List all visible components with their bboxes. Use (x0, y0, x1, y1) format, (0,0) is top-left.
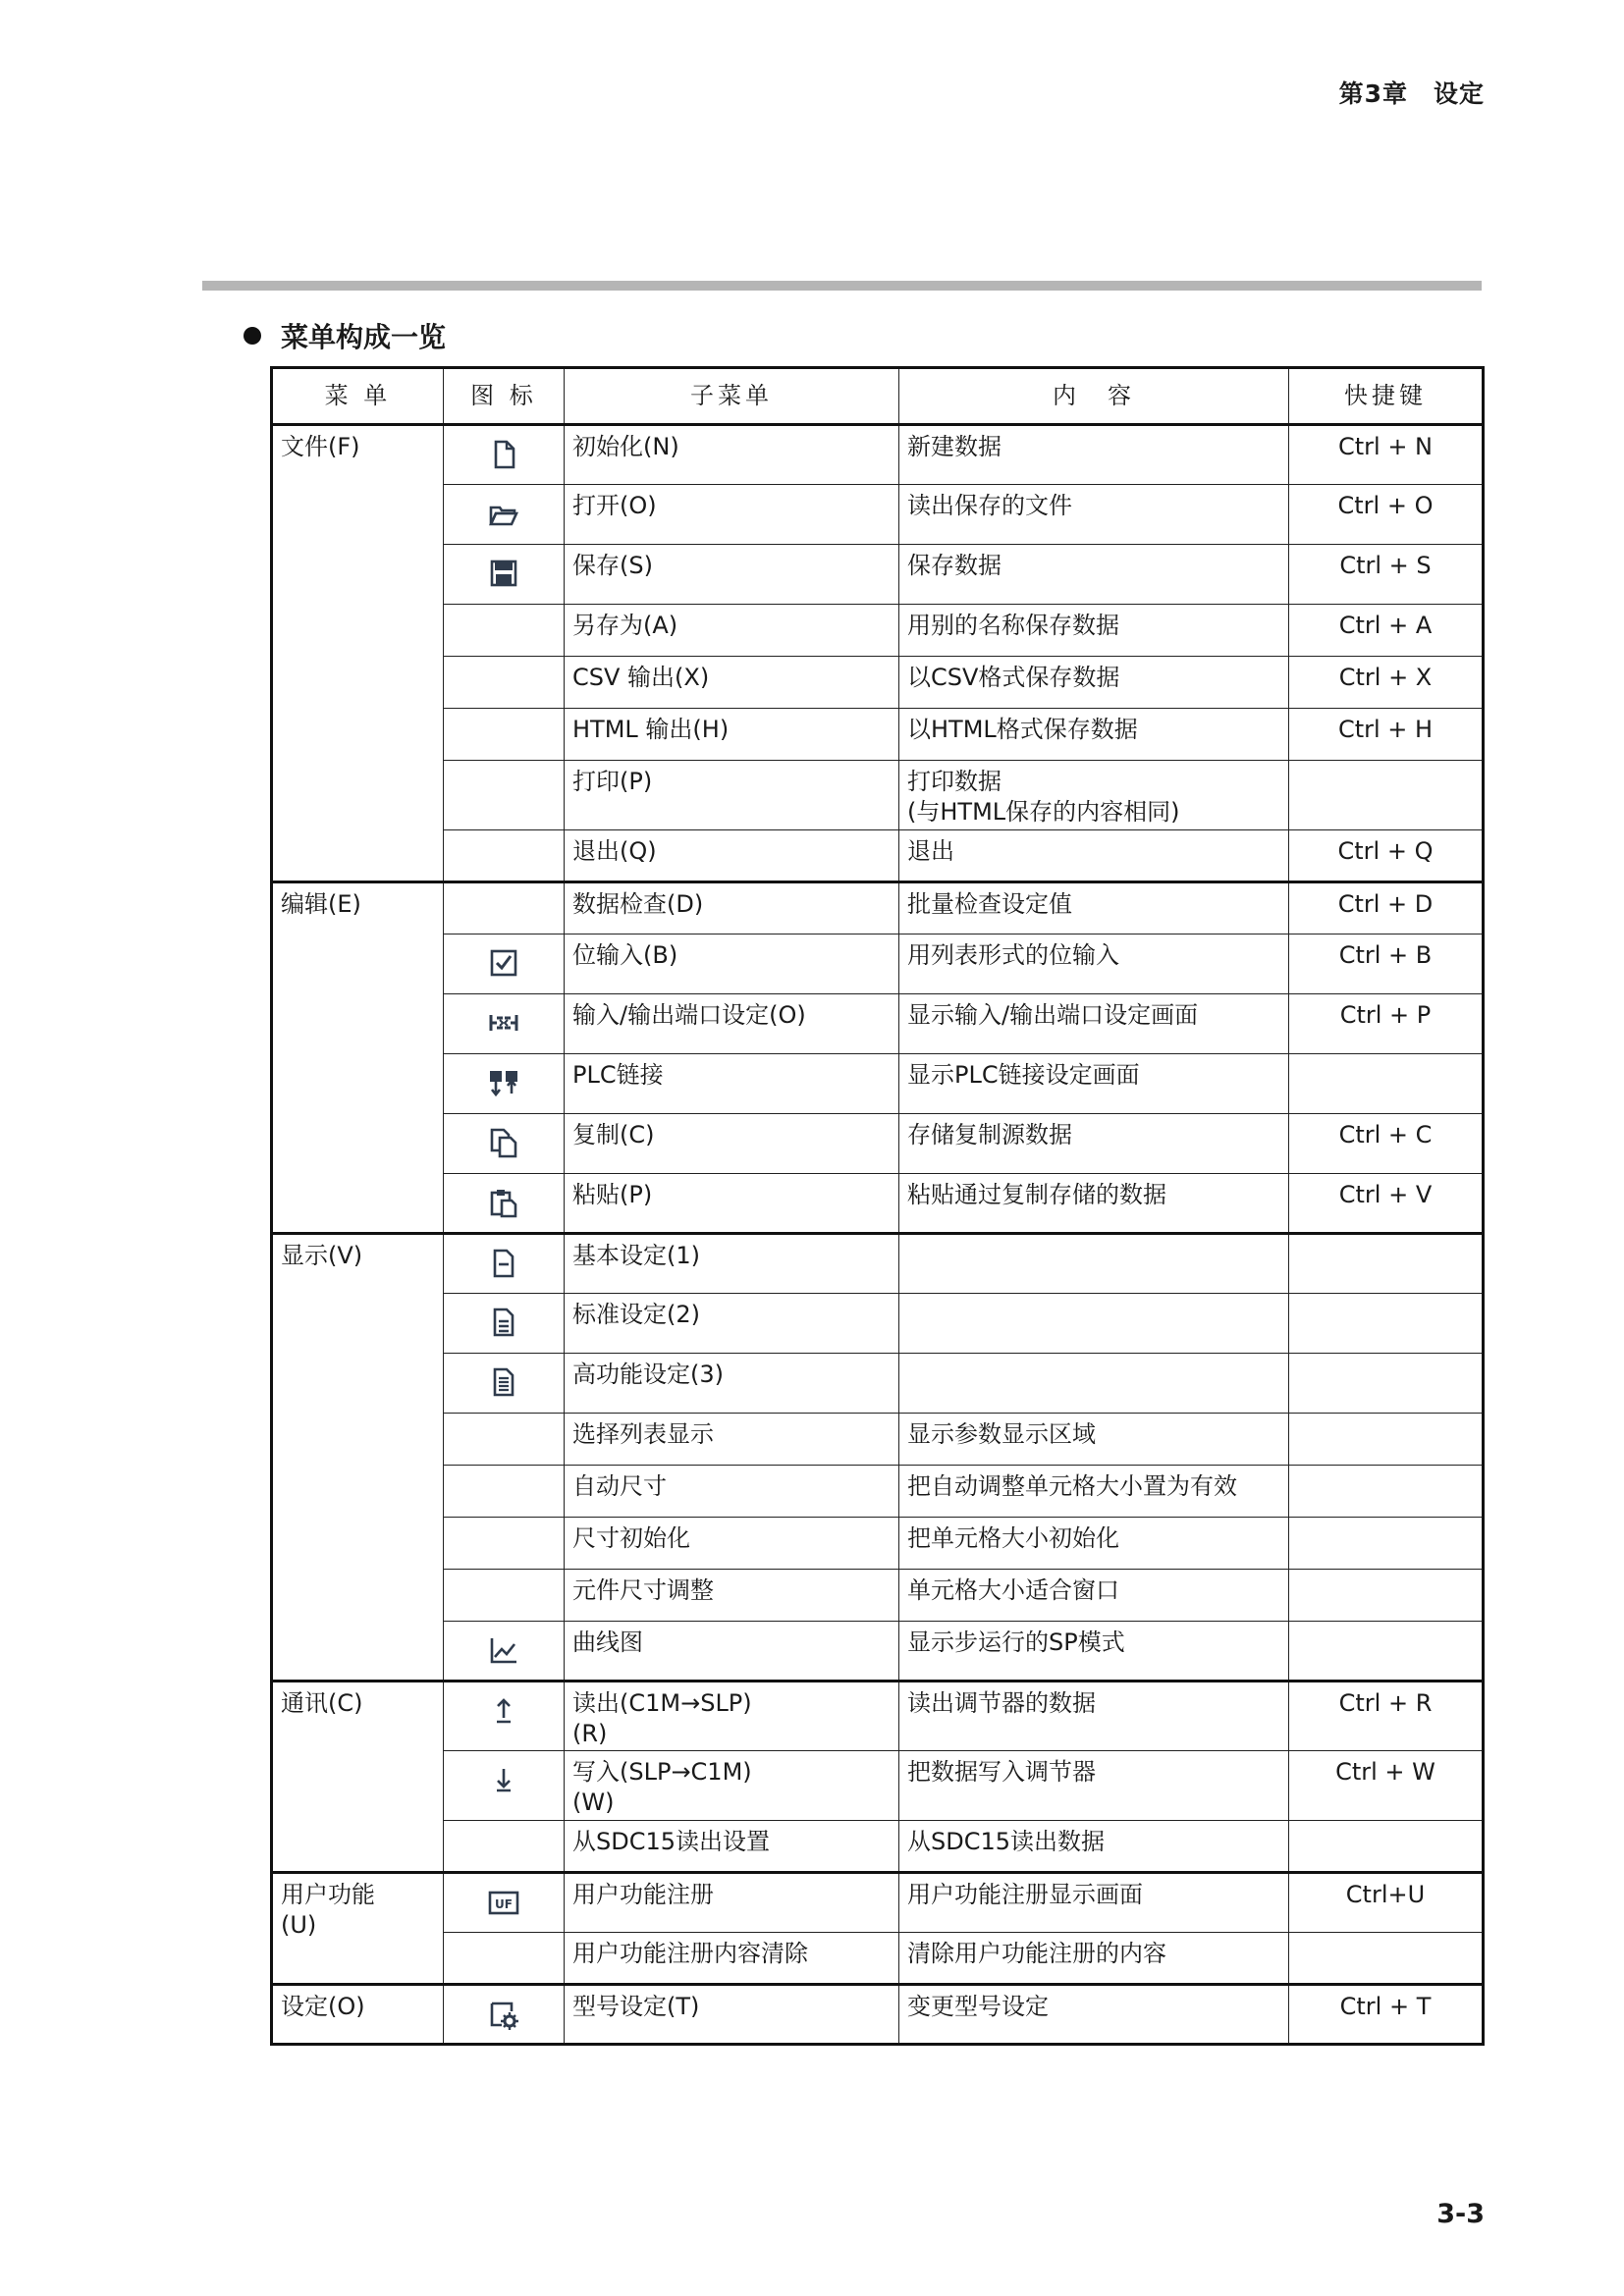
menu-label-line2: (U) (281, 1911, 317, 1939)
content-cell (899, 1174, 1289, 1234)
icon-cell (444, 1174, 565, 1234)
content-text: 打印数据 (907, 768, 1001, 795)
section-heading (244, 316, 446, 355)
content-text: 把数据写入调节器 (907, 1758, 1096, 1786)
checkbox-icon (487, 946, 520, 980)
icon-cell (444, 1985, 565, 2045)
content-text: 批量检查设定值 (907, 890, 1072, 918)
submenu-label: 用户功能注册内容清除 (572, 1940, 808, 1967)
menu-label: 显示(V) (281, 1242, 363, 1269)
shortcut-cell: Ctrl+U (1289, 1873, 1484, 1933)
content-cell (899, 1873, 1289, 1933)
shortcut-cell (1289, 1294, 1484, 1354)
menu-label: 用户功能 (281, 1881, 375, 1908)
submenu-label: 标准设定(2) (572, 1301, 700, 1328)
submenu-label: 退出(Q) (572, 837, 657, 865)
submenu-label-line2: (W) (572, 1789, 615, 1816)
submenu-cell (565, 1985, 899, 2045)
table-row (272, 1873, 1484, 1933)
content-text: 清除用户功能注册的内容 (907, 1940, 1166, 1967)
shortcut-cell (1289, 1414, 1484, 1466)
menu-cell (272, 1985, 444, 2045)
table-row (272, 1682, 1484, 1751)
doc-basic-icon (487, 1247, 520, 1280)
submenu-cell (565, 1933, 899, 1985)
content-text: 变更型号设定 (907, 1993, 1049, 2020)
table-row (272, 1054, 1484, 1114)
table-row (272, 1518, 1484, 1570)
user-function-icon (487, 1886, 520, 1919)
icon-cell (444, 657, 565, 709)
submenu-cell (565, 1174, 899, 1234)
shortcut-cell: Ctrl + A (1289, 605, 1484, 657)
content-cell (899, 425, 1289, 485)
content-cell (899, 657, 1289, 709)
submenu-cell (565, 934, 899, 994)
content-text: 以HTML格式保存数据 (907, 716, 1138, 743)
content-cell (899, 882, 1289, 934)
table-row (272, 1354, 1484, 1414)
submenu-label: 输入/输出端口设定(O) (572, 1001, 806, 1029)
icon-cell (444, 1873, 565, 1933)
submenu-cell (565, 1873, 899, 1933)
content-cell (899, 1821, 1289, 1873)
icon-cell (444, 1821, 565, 1873)
svg-text:UF: UF (495, 1897, 513, 1911)
open-folder-icon (487, 497, 520, 530)
submenu-label: 自动尺寸 (572, 1472, 667, 1500)
submenu-label: CSV 输出(X) (572, 664, 710, 691)
icon-cell (444, 1466, 565, 1518)
shortcut-cell (1289, 1054, 1484, 1114)
submenu-label: 从SDC15读出设置 (572, 1828, 771, 1855)
table-row (272, 1985, 1484, 2045)
submenu-cell (565, 830, 899, 882)
content-text: 粘贴通过复制存储的数据 (907, 1181, 1166, 1208)
content-cell (899, 1682, 1289, 1751)
content-cell (899, 1294, 1289, 1354)
menu-cell (272, 1234, 444, 1682)
content-cell (899, 1622, 1289, 1682)
shortcut-cell: Ctrl + W (1289, 1751, 1484, 1821)
icon-cell (444, 1354, 565, 1414)
content-text: 单元格大小适合窗口 (907, 1576, 1119, 1604)
table-row (272, 1174, 1484, 1234)
submenu-cell (565, 1294, 899, 1354)
shortcut-cell (1289, 1466, 1484, 1518)
submenu-cell (565, 1114, 899, 1174)
content-text: 把自动调整单元格大小置为有效 (907, 1472, 1237, 1500)
table-row (272, 605, 1484, 657)
chapter-header: 第3章 设定 (1338, 80, 1485, 108)
shortcut-cell: Ctrl + B (1289, 934, 1484, 994)
icon-cell (444, 545, 565, 605)
shortcut-cell (1289, 1622, 1484, 1682)
submenu-label: 用户功能注册 (572, 1881, 714, 1908)
icon-cell (444, 882, 565, 934)
shortcut-cell (1289, 1354, 1484, 1414)
submenu-label-line2: (R) (572, 1720, 608, 1747)
table-row (272, 1751, 1484, 1821)
icon-cell (444, 709, 565, 761)
content-text: 显示PLC链接设定画面 (907, 1061, 1140, 1089)
menu-cell (272, 1682, 444, 1873)
table-row (272, 1466, 1484, 1518)
table-row (272, 1114, 1484, 1174)
shortcut-cell (1289, 1234, 1484, 1294)
content-text: 用别的名称保存数据 (907, 612, 1119, 639)
icon-cell (444, 1933, 565, 1985)
submenu-cell (565, 1054, 899, 1114)
content-cell (899, 1354, 1289, 1414)
shortcut-cell: Ctrl + C (1289, 1114, 1484, 1174)
submenu-cell (565, 709, 899, 761)
shortcut-cell: Ctrl + D (1289, 882, 1484, 934)
header-content: 内 容 (899, 368, 1289, 425)
submenu-cell (565, 1414, 899, 1466)
submenu-label: 数据检查(D) (572, 890, 704, 918)
content-text: 显示参数显示区域 (907, 1420, 1096, 1448)
icon-cell (444, 994, 565, 1054)
submenu-label: HTML 输出(H) (572, 716, 730, 743)
submenu-cell (565, 1234, 899, 1294)
shortcut-cell: Ctrl + N (1289, 425, 1484, 485)
submenu-label: 初始化(N) (572, 433, 679, 460)
table-row (272, 994, 1484, 1054)
shortcut-cell: Ctrl + Q (1289, 830, 1484, 882)
content-cell (899, 1933, 1289, 1985)
content-cell (899, 1985, 1289, 2045)
icon-cell (444, 934, 565, 994)
content-cell (899, 1570, 1289, 1622)
content-cell (899, 485, 1289, 545)
section-title: 菜单构成一览 (281, 321, 447, 353)
page-number: 3-3 (1436, 2199, 1485, 2229)
paste-icon (487, 1186, 520, 1219)
content-text: 存储复制源数据 (907, 1121, 1072, 1148)
shortcut-cell (1289, 1570, 1484, 1622)
copy-icon (487, 1126, 520, 1159)
shortcut-cell (1289, 1933, 1484, 1985)
submenu-label: 打开(O) (572, 492, 657, 519)
submenu-cell (565, 1354, 899, 1414)
submenu-label: 尺寸初始化 (572, 1524, 690, 1552)
shortcut-cell: Ctrl + R (1289, 1682, 1484, 1751)
menu-cell (272, 425, 444, 882)
icon-cell (444, 761, 565, 830)
menu-label: 设定(O) (281, 1993, 365, 2020)
header-submenu: 子菜单 (565, 368, 899, 425)
icon-cell (444, 1682, 565, 1751)
submenu-label: PLC链接 (572, 1061, 664, 1089)
doc-standard-icon (487, 1306, 520, 1339)
icon-cell (444, 1622, 565, 1682)
header-icon: 图 标 (444, 368, 565, 425)
content-cell (899, 994, 1289, 1054)
io-port-icon (487, 1006, 520, 1040)
submenu-cell (565, 882, 899, 934)
content-text: 用户功能注册显示画面 (907, 1881, 1143, 1908)
submenu-cell (565, 605, 899, 657)
table-row (272, 761, 1484, 830)
content-cell (899, 761, 1289, 830)
table-row (272, 1414, 1484, 1466)
submenu-label: 型号设定(T) (572, 1993, 700, 2020)
content-text: 用列表形式的位输入 (907, 941, 1119, 969)
content-cell (899, 1414, 1289, 1466)
submenu-label: 复制(C) (572, 1121, 655, 1148)
shortcut-cell (1289, 1518, 1484, 1570)
icon-cell (444, 1518, 565, 1570)
shortcut-cell: Ctrl + O (1289, 485, 1484, 545)
menu-label: 通讯(C) (281, 1689, 363, 1717)
submenu-label: 粘贴(P) (572, 1181, 653, 1208)
table-row (272, 1570, 1484, 1622)
save-disk-icon (487, 557, 520, 590)
icon-cell (444, 1114, 565, 1174)
content-text: 保存数据 (907, 552, 1001, 579)
content-cell (899, 1466, 1289, 1518)
content-text: 显示输入/输出端口设定画面 (907, 1001, 1199, 1029)
submenu-cell (565, 1466, 899, 1518)
icon-cell (444, 485, 565, 545)
table-header-row (272, 368, 1484, 425)
submenu-label: 位输入(B) (572, 941, 678, 969)
doc-advanced-icon (487, 1365, 520, 1399)
submenu-cell (565, 1751, 899, 1821)
table-row (272, 1622, 1484, 1682)
table-row (272, 934, 1484, 994)
icon-cell (444, 1294, 565, 1354)
submenu-label: 保存(S) (572, 552, 653, 579)
model-settings-icon (487, 1998, 520, 2031)
content-cell (899, 1054, 1289, 1114)
submenu-cell (565, 1682, 899, 1751)
section-rule (202, 281, 1482, 291)
submenu-cell (565, 545, 899, 605)
header-menu: 菜 单 (272, 368, 444, 425)
table-row (272, 657, 1484, 709)
content-text: 把单元格大小初始化 (907, 1524, 1119, 1552)
plc-link-icon (487, 1066, 520, 1099)
table-row (272, 1821, 1484, 1873)
line-chart-icon (487, 1633, 520, 1667)
shortcut-cell: Ctrl + P (1289, 994, 1484, 1054)
submenu-cell (565, 994, 899, 1054)
icon-cell (444, 830, 565, 882)
shortcut-cell (1289, 1821, 1484, 1873)
icon-cell (444, 1570, 565, 1622)
submenu-label: 基本设定(1) (572, 1242, 700, 1269)
content-text: 以CSV格式保存数据 (907, 664, 1120, 691)
content-cell (899, 1114, 1289, 1174)
content-cell (899, 1751, 1289, 1821)
shortcut-cell (1289, 761, 1484, 830)
submenu-cell (565, 1518, 899, 1570)
submenu-cell (565, 425, 899, 485)
submenu-cell (565, 761, 899, 830)
table-row (272, 709, 1484, 761)
table-row (272, 1294, 1484, 1354)
arrow-down-icon (487, 1763, 520, 1796)
submenu-label: 另存为(A) (572, 612, 678, 639)
submenu-label: 读出(C1M→SLP) (572, 1689, 752, 1717)
icon-cell (444, 1054, 565, 1114)
table-row (272, 1933, 1484, 1985)
submenu-cell (565, 657, 899, 709)
content-cell (899, 1518, 1289, 1570)
content-cell (899, 934, 1289, 994)
shortcut-cell: Ctrl + S (1289, 545, 1484, 605)
menu-label: 文件(F) (281, 433, 360, 460)
content-text-line2: (与HTML保存的内容相同) (907, 798, 1180, 826)
submenu-cell (565, 1622, 899, 1682)
submenu-label: 打印(P) (572, 768, 653, 795)
content-cell (899, 1234, 1289, 1294)
content-text: 新建数据 (907, 433, 1001, 460)
shortcut-cell: Ctrl + V (1289, 1174, 1484, 1234)
table-row (272, 485, 1484, 545)
content-text: 从SDC15读出数据 (907, 1828, 1106, 1855)
submenu-label: 写入(SLP→C1M) (572, 1758, 752, 1786)
table-row (272, 545, 1484, 605)
submenu-cell (565, 485, 899, 545)
icon-cell (444, 425, 565, 485)
icon-cell (444, 1414, 565, 1466)
menu-cell (272, 1873, 444, 1985)
submenu-label: 元件尺寸调整 (572, 1576, 714, 1604)
content-cell (899, 709, 1289, 761)
submenu-label: 选择列表显示 (572, 1420, 714, 1448)
icon-cell (444, 1234, 565, 1294)
content-text: 退出 (907, 837, 954, 865)
menu-cell (272, 882, 444, 1234)
content-text: 显示步运行的SP模式 (907, 1629, 1125, 1656)
arrow-up-icon (487, 1694, 520, 1728)
shortcut-cell: Ctrl + X (1289, 657, 1484, 709)
content-text: 读出保存的文件 (907, 492, 1072, 519)
submenu-label: 高功能设定(3) (572, 1361, 724, 1388)
icon-cell (444, 605, 565, 657)
content-cell (899, 605, 1289, 657)
table-body (272, 425, 1484, 2045)
menu-label: 编辑(E) (281, 890, 361, 918)
bullet-icon (244, 327, 261, 345)
menu-structure-table (270, 366, 1485, 2046)
table-row (272, 830, 1484, 882)
content-cell (899, 830, 1289, 882)
header-shortcut: 快捷键 (1289, 368, 1484, 425)
submenu-cell (565, 1821, 899, 1873)
shortcut-cell: Ctrl + H (1289, 709, 1484, 761)
table-row (272, 882, 1484, 934)
content-text: 读出调节器的数据 (907, 1689, 1096, 1717)
new-file-icon (487, 438, 520, 471)
table-row (272, 425, 1484, 485)
submenu-label: 曲线图 (572, 1629, 643, 1656)
shortcut-cell: Ctrl + T (1289, 1985, 1484, 2045)
table-row (272, 1234, 1484, 1294)
submenu-cell (565, 1570, 899, 1622)
icon-cell (444, 1751, 565, 1821)
content-cell (899, 545, 1289, 605)
